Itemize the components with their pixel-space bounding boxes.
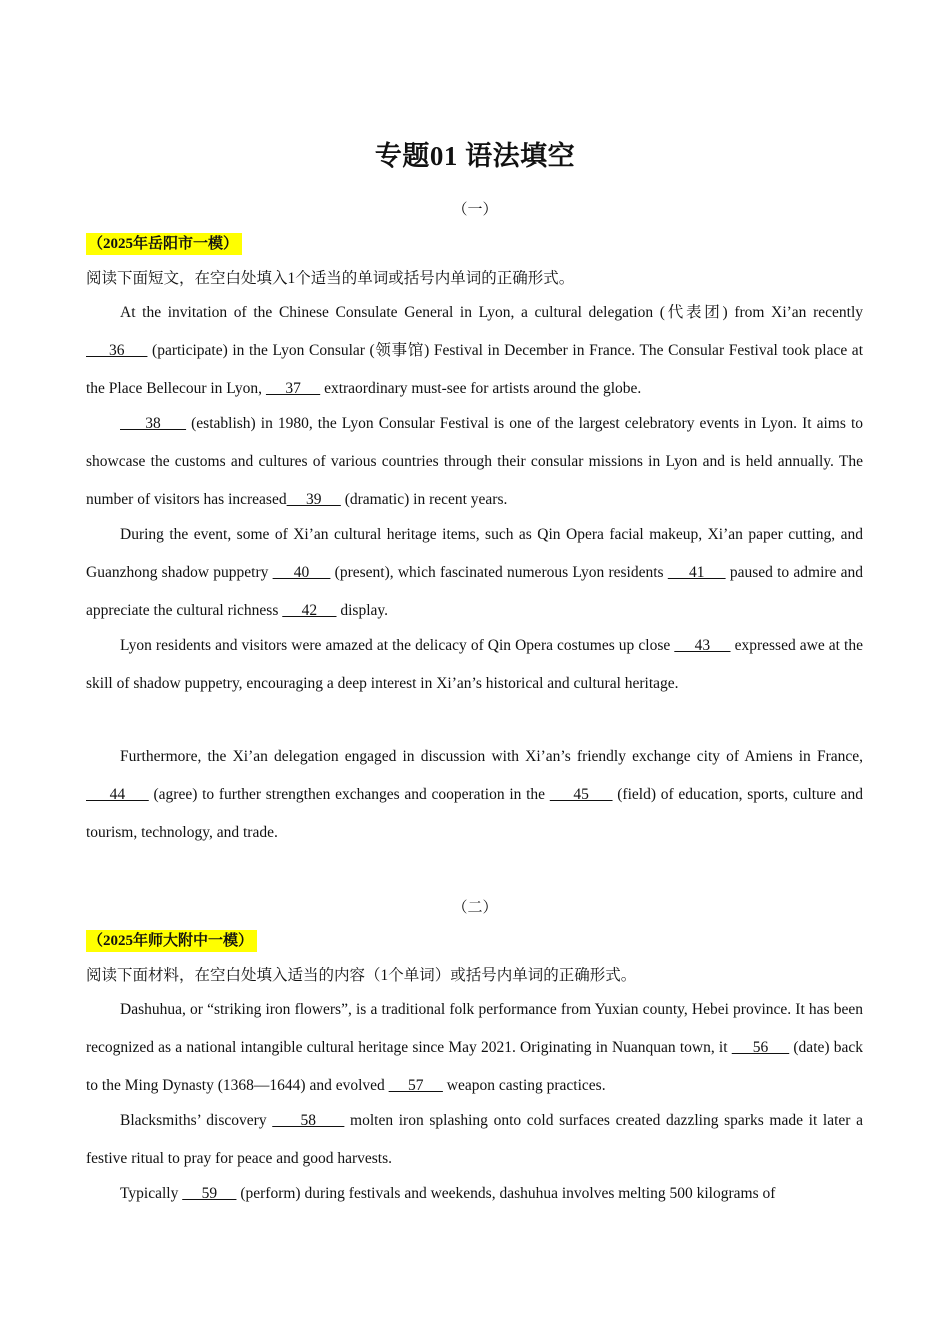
answer-blank[interactable]: 44 (86, 786, 149, 803)
paragraph: Furthermore, the Xi’an delegation engaged in discussion with Xi’an’s friendly exchange city of Amiens in France, 44 (agree) to further strengthen exchanges and cooperation in the 45 (field) of education, sports, culture and tourism, technology, and trade. (86, 748, 863, 841)
answer-blank[interactable]: 38 (120, 415, 187, 432)
page-title: 专题01 语法填空 (374, 141, 576, 171)
answer-blank[interactable]: 41 (667, 564, 726, 581)
paragraph: Dashuhua, or “striking iron flowers”, is a traditional folk performance from Yuxian county, Hebei province. It has been recognized as a national intangible cultural heritage since May 2021. Originating in Nuanquan town, it 56 (date) back to the Ming Dynasty (1368—1644) and evolved 57 weapon casting practices. (86, 1001, 863, 1094)
paragraph: During the event, some of Xi’an cultural heritage items, such as Qin Opera facial makeup, Xi’an paper cutting, and Guanzhong shadow puppetry 40 (present), which fascinated numerous Lyon residents 41 paused to admire and appreciate the cultural richness 42 display. (86, 526, 864, 619)
source-tag: （2025年岳阳市一模） (86, 233, 242, 255)
answer-blank[interactable]: 37 (265, 380, 321, 397)
answer-blank[interactable]: 57 (388, 1077, 443, 1094)
paragraph: At the invitation of the Chinese Consulate General in Lyon, a cultural delegation (代表团) from Xi’an recently 36 (participate) in the Lyon Consular (领事馆) Festival in December in France. The Consular Festival took place at the Place Bellecour in Lyon, 37 extraordinary must-see for artists around the globe. (86, 304, 863, 397)
answer-blank[interactable]: 36 (86, 342, 148, 359)
answer-blank[interactable]: 56 (731, 1039, 790, 1056)
answer-blank[interactable]: 58 (272, 1112, 345, 1129)
answer-blank[interactable]: 42 (282, 602, 337, 619)
paragraph: Typically 59 (perform) during festivals and weekends, dashuhua involves melting 500 kilograms of (120, 1185, 776, 1202)
paragraph: Blacksmiths’ discovery 58 molten iron splashing onto cold surfaces created dazzling sparks made it later a festive ritual to pray for peace and good harvests. (86, 1112, 863, 1167)
instruction: 阅读下面短文，在空白处填入1个适当的单词或括号内单词的正确形式。 (86, 270, 575, 287)
section-label: （一） (452, 202, 498, 218)
answer-blank[interactable]: 39 (286, 491, 341, 508)
answer-blank[interactable]: 59 (182, 1185, 237, 1202)
paragraph: Lyon residents and visitors were amazed at the delicacy of Qin Opera costumes up close 43 expressed awe at the skill of shadow puppetry, encouraging a deep interest in Xi’an’s historical and cultural heritage. (86, 637, 863, 692)
answer-blank[interactable]: 40 (272, 564, 331, 581)
instruction: 阅读下面材料，在空白处填入适当的内容（1个单词）或括号内单词的正确形式。 (86, 967, 637, 984)
answer-blank[interactable]: 45 (549, 786, 613, 803)
paragraph: 38 (establish) in 1980, the Lyon Consular Festival is one of the largest celebratory events in Lyon. It aims to showcase the customs and cultures of various countries through their consular missions in Lyon and is held annually. The number of visitors has increased 39 (dramatic) in recent years. (86, 415, 864, 508)
section-label: （二） (452, 900, 498, 916)
source-tag: （2025年师大附中一模） (86, 930, 257, 952)
answer-blank[interactable]: 43 (674, 637, 731, 654)
